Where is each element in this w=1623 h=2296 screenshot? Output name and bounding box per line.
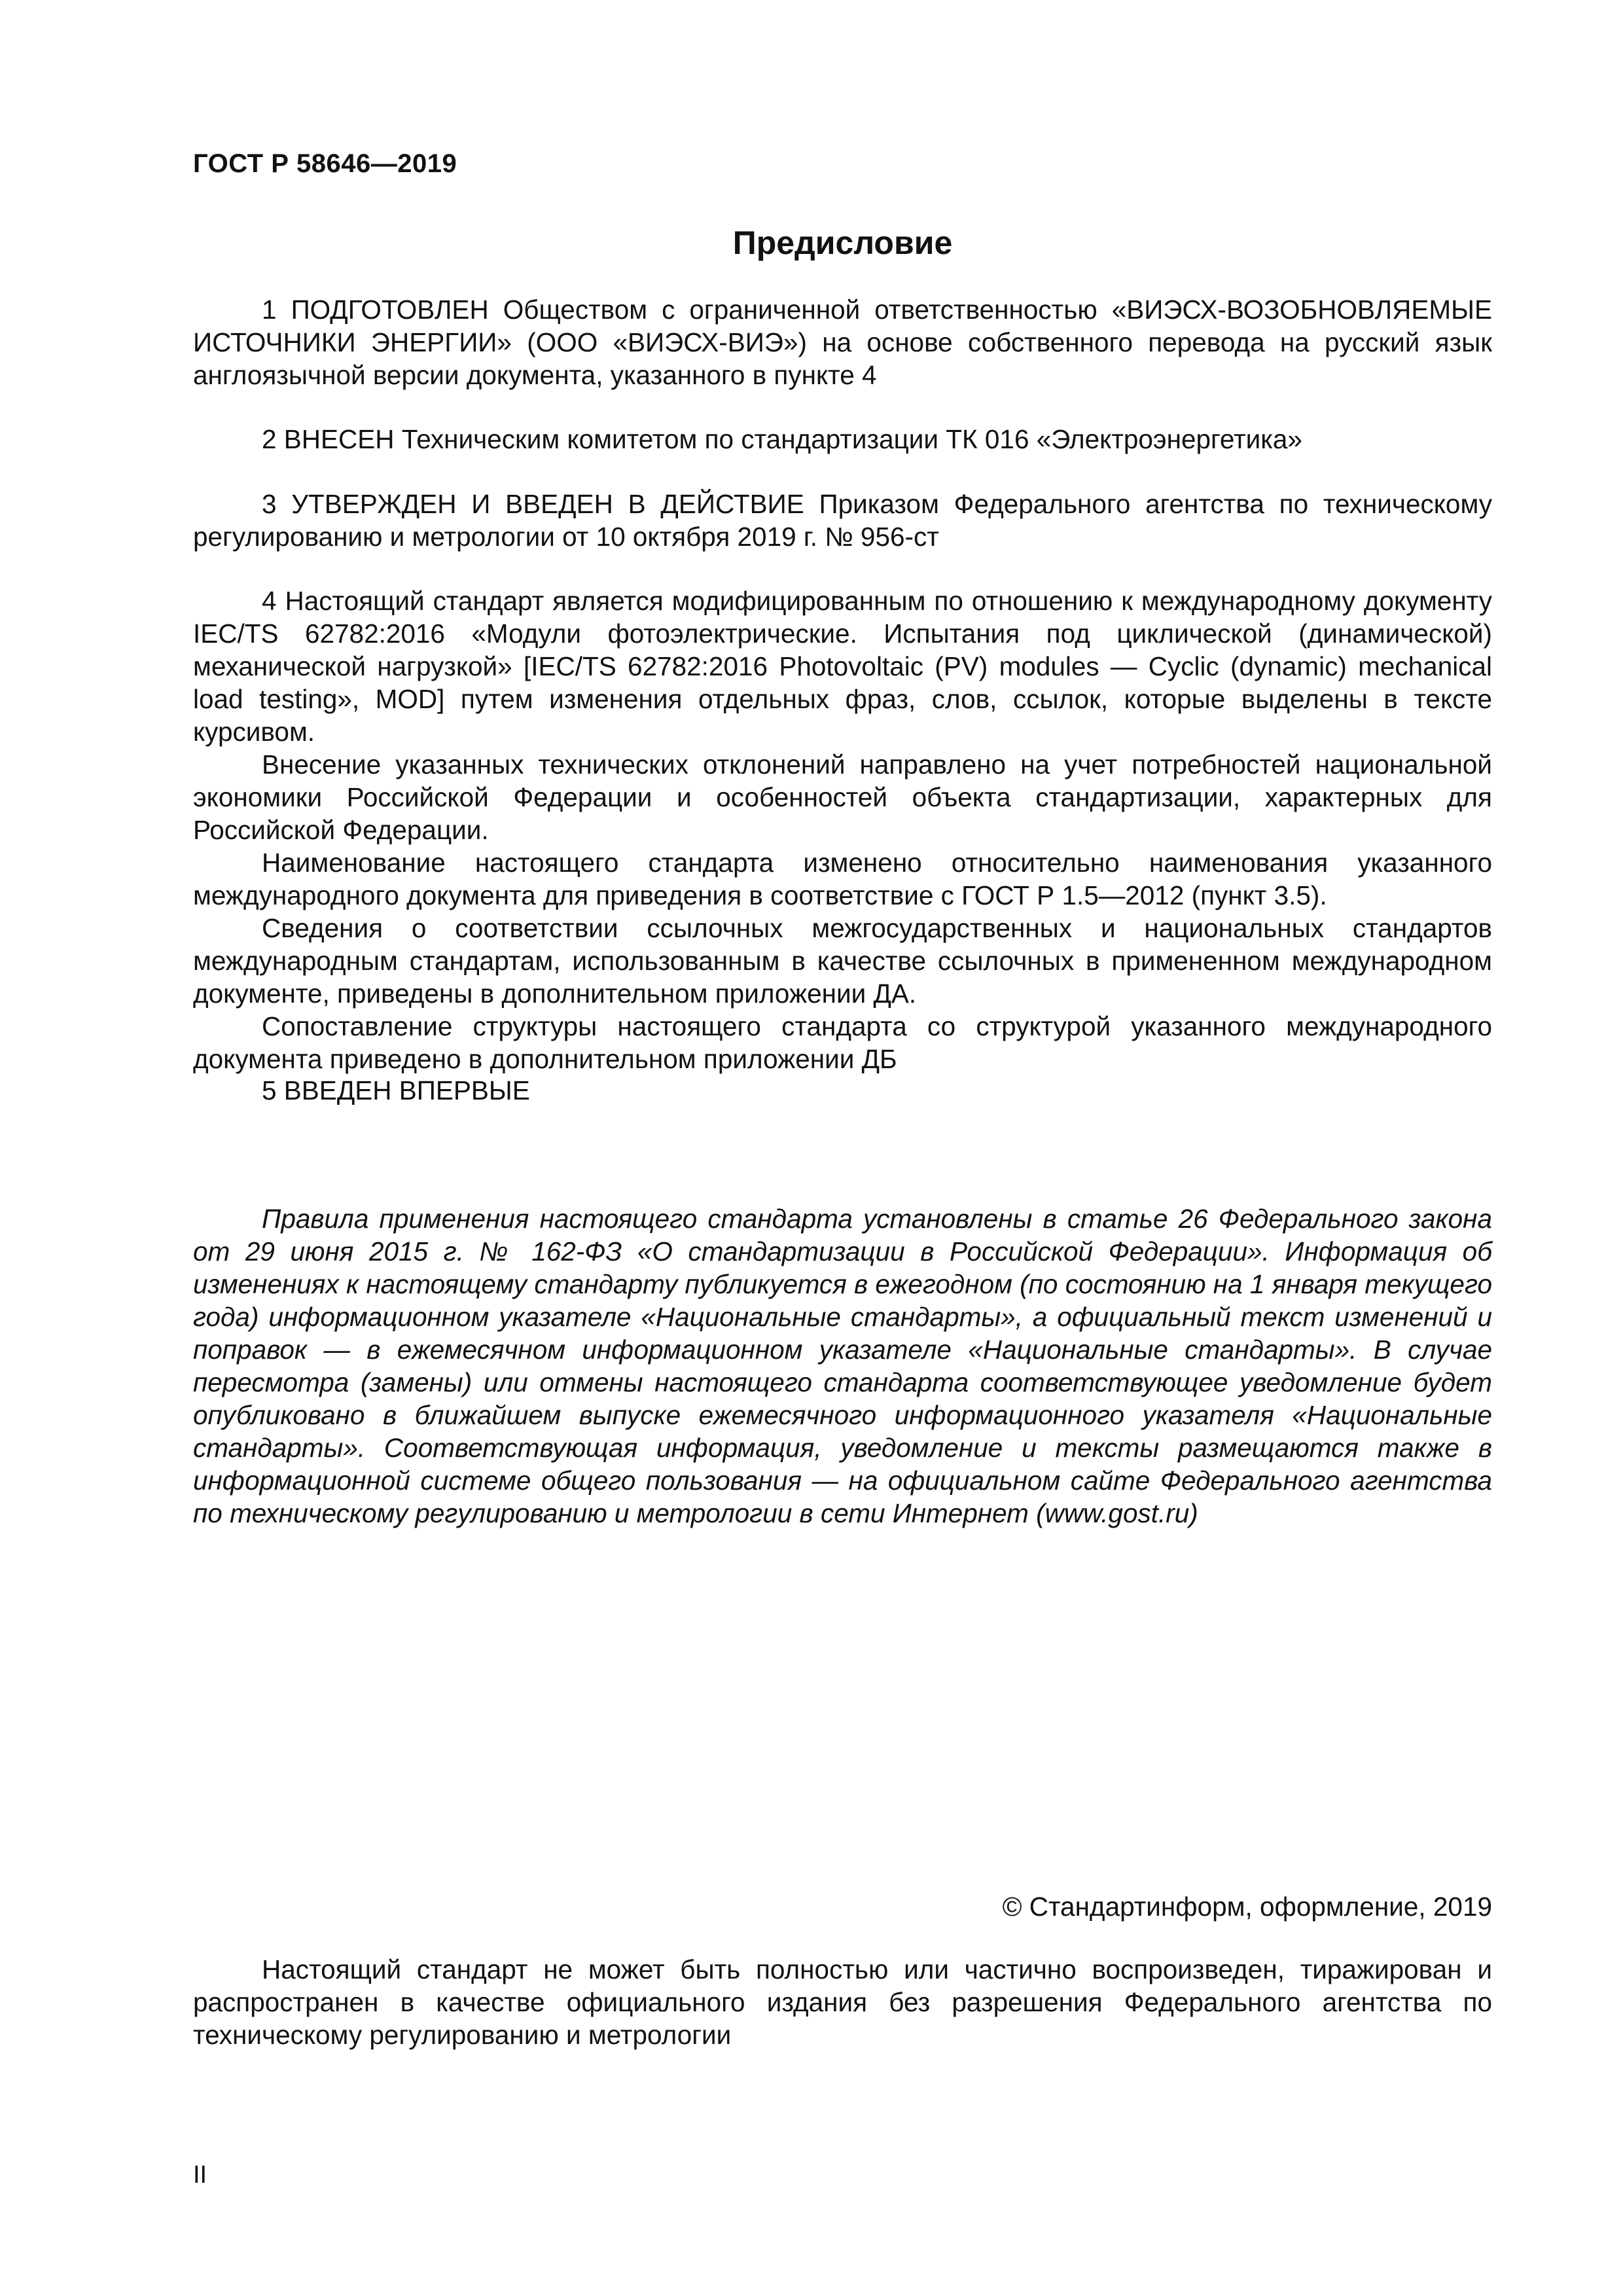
reproduction-notice-paragraph: Настоящий стандарт не может быть полностью или частично воспроизведен, тиражирован и распространен в качестве официального издания без разрешения Федерального агентства по техническому регулированию и метрологии — [193, 1954, 1492, 2050]
item-5-paragraph: 5 ВВЕДЕН ВПЕРВЫЕ — [262, 1075, 530, 1105]
item-3-paragraph: 3 УТВЕРЖДЕН И ВВЕДЕН В ДЕЙСТВИЕ Приказом Федерального агентства по техническому регулированию и метрологии от 10 октября 2019 г. № 956-ст — [193, 489, 1492, 552]
rules-notice-block — [193, 1202, 1492, 1530]
item-4-structure-paragraph: Сопоставление структуры настоящего стандарта со структурой указанного международного документа приведено в дополнительном приложении ДБ — [193, 1011, 1492, 1074]
item-3-block — [193, 488, 1492, 553]
reproduction-notice-block — [193, 1953, 1492, 2051]
item-2-paragraph: 2 ВНЕСЕН Техническим комитетом по стандартизации ТК 016 «Электроэнергетика» — [262, 424, 1302, 454]
document-code-header: ГОСТ Р 58646—2019 — [193, 149, 457, 178]
item-4-paragraph: 4 Настоящий стандарт является модифицированным по отношению к международному документу IEC/TS 62782:2016 «Модули фотоэлектрические. Испытания под циклической (динамической) механической нагрузкой» [IEC/TS 62782:2016 Photovoltaic (PV) modules — Cyclic (dynamic) mechanical load testing», MOD] путем изменения отдельных фраз, слов, ссылок, которые выделены в тексте курсивом. — [193, 586, 1492, 747]
item-2-block — [193, 423, 1492, 456]
item-4-references-paragraph: Сведения о соответствии ссылочных межгосударственных и национальных стандартов международным стандартам, использованным в качестве ссылочных в примененном международном документе, приведены в дополнительном приложении ДА. — [193, 913, 1492, 1009]
rules-notice-paragraph: Правила применения настоящего стандарта установлены в статье 26 Федерального закона от 29 июня 2015 г. № 162-ФЗ «О стандартизации в Российской Федерации». Информация об изменениях к настоящему стандарту публикуется в ежегодном (по состоянию на 1 января текущего года) информационном указателе «Национальные стандарты», а официальный текст изменений и поправок — в ежемесячном информационном указателе «Национальные стандарты». В случае пересмотра (замены) или отмены настоящего стандарта соответствующее уведомление будет опубликовано в ближайшем выпуске ежемесячного информационного указателя «Национальные стандарты». Соответствующая информация, уведомление и тексты размещаются также в информационной системе общего пользования — на официальном сайте Федерального агентства по техническому регулированию и метрологии в сети Интернет (www.gost.ru) — [193, 1204, 1492, 1528]
item-4-deviations-paragraph: Внесение указанных технических отклонений направлено на учет потребностей национальной экономики Российской Федерации и особенностей объекта стандартизации, характерных для Российской Федерации. — [193, 749, 1492, 845]
page-number: II — [193, 2161, 207, 2189]
item-4-block — [193, 584, 1492, 1075]
item-4-name-change-paragraph: Наименование настоящего стандарта изменено относительно наименования указанного международного документа для приведения в соответствие с ГОСТ Р 1.5—2012 (пункт 3.5). — [193, 848, 1492, 910]
item-5-block — [193, 1074, 1492, 1107]
copyright-line: © Стандартинформ, оформление, 2019 — [1002, 1892, 1492, 1922]
page-title: Предисловие — [732, 224, 953, 261]
item-1-paragraph: 1 ПОДГОТОВЛЕН Обществом с ограниченной ответственностью «ВИЭСХ-ВОЗОБНОВЛЯЕМЫЕ ИСТОЧНИКИ ЭНЕРГИИ» (ООО «ВИЭСХ-ВИЭ») на основе собственного перевода на русский язык англоязычной версии документа, указанного в пункте 4 — [193, 295, 1492, 390]
item-1-block — [193, 293, 1492, 391]
